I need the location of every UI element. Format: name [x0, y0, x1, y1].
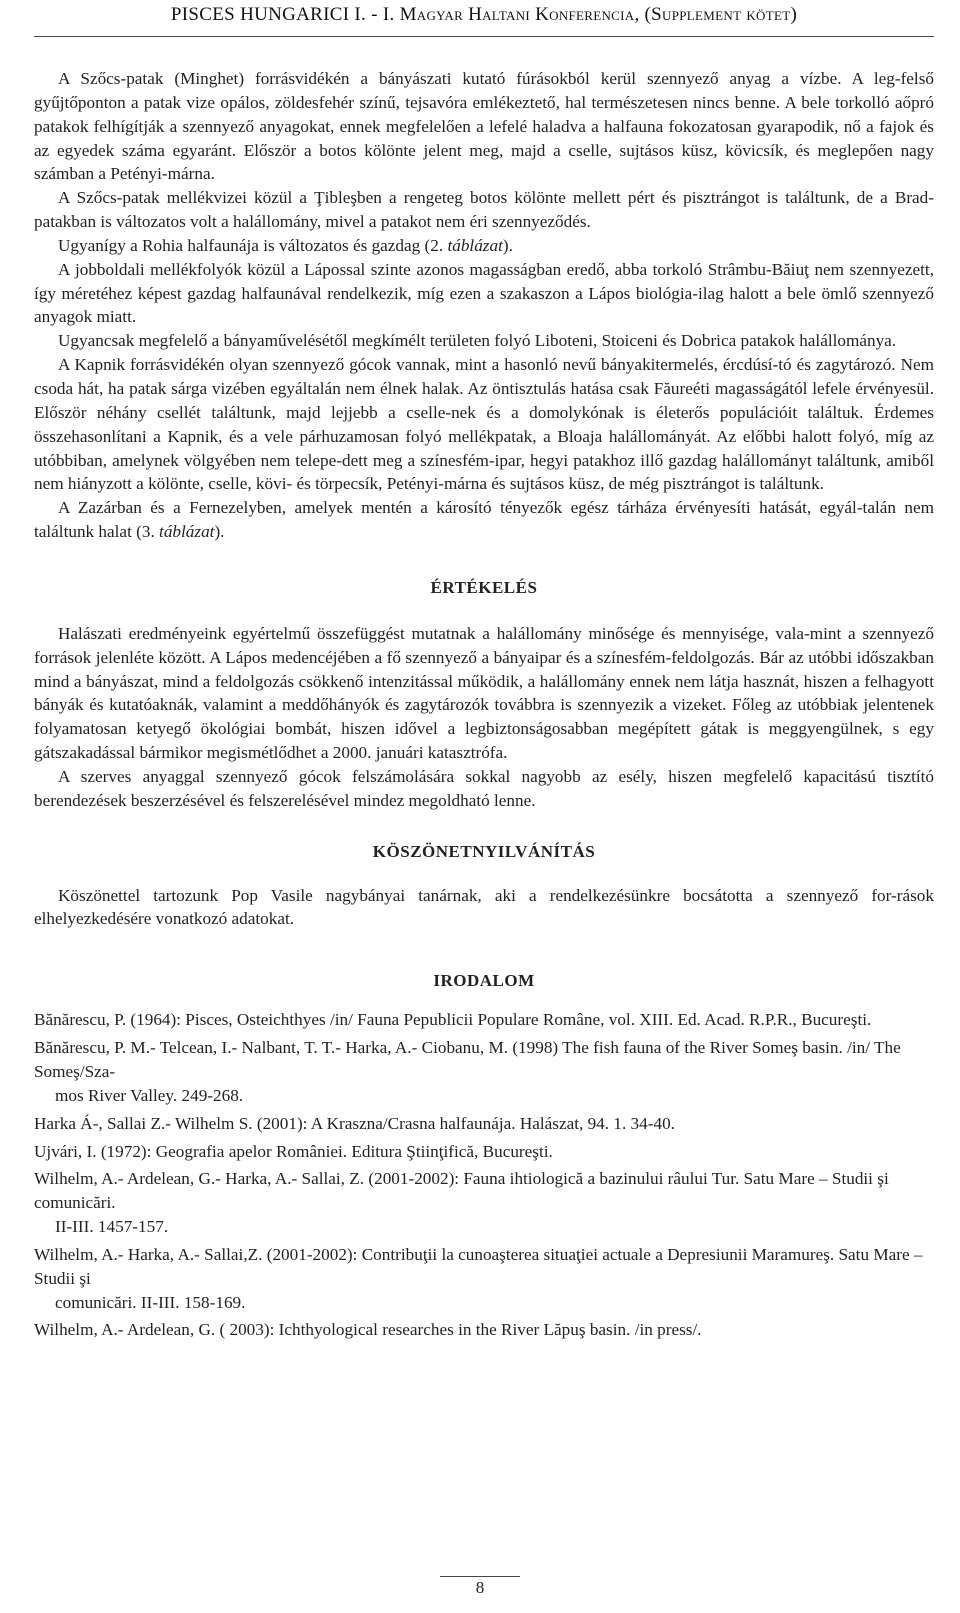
running-header: [34, 0, 934, 37]
table-ref: táblázat: [159, 522, 215, 542]
reference-text: Bănărescu, P. M.- Telcean, I.- Nalbant, T. T.- Harka, A.- Ciobanu, M. (1998) The fish fauna of the River Someş basin. /in/ The Someş/Sza-: [34, 1038, 901, 1081]
header-prefix: PISCES HUNGARICI I. - I.: [170, 4, 400, 25]
reference-item: [34, 1243, 934, 1315]
reference-text: Bănărescu, P. (1964): Pisces, Osteichthyes /in/ Fauna Pepublicii Populare Române, vol. XIII. Ed. Acad. R.P.R., Bucureşti.: [34, 1010, 872, 1030]
paragraph-text: A Zazárban és a Fernezelyben, amelyek mentén a károsító tényezők egész tárháza érvényesíti hatását, egyál-talán nem találtunk halat (3.: [34, 498, 934, 542]
footer-rule: [440, 1576, 520, 1577]
header-smallcaps: Magyar Haltani Konferencia, (Supplement kötet): [399, 4, 798, 25]
paragraph: Köszönettel tartozunk Pop Vasile nagybányai tanárnak, aki a rendelkezésünkre bocsátotta a szennyező for-rások elhelyezkedésére vonatkozó adatokat.: [34, 885, 934, 929]
paragraph-text: ).: [214, 522, 225, 542]
paragraph-text: ).: [502, 235, 513, 255]
table-ref: táblázat: [447, 235, 503, 255]
reference-text: Harka Á-, Sallai Z.- Wilhelm S. (2001): A Kraszna/Crasna halfaunája. Halászat, 94. 1. 34-40.: [34, 1113, 675, 1133]
paragraph: A Szőcs-patak (Minghet) forrásvidékén a bányászati kutató fúrásokból kerül szennyező anyag a vízbe. A leg-felső gyűjtőponton a patak vize opálos, zöldesfehér színű, tejsavóra emlékeztető, hal természetesen nincs benne. A bele torkolló aőpró patakok felhígítják a szennyező anyagokat, ennek megfelelően a lefelé haladva a halfauna fokozatosan gyarapodik, nő a fajok és az egyedek száma egyaránt. Először a botos kölönte jelent meg, majd a cselle, sujtásos küsz, kövicsík, és meglepően nagy számban a Petényi-márna.: [34, 69, 934, 184]
paragraph: [34, 496, 934, 544]
paragraph: Halászati eredményeink egyértelmű összefüggést mutatnak a halállomány minősége és mennyisége, vala-mint a szennyező források jelenléte között. A Lápos medencéjében a fő szennyező a bányaipar és a színesfém-feldolgozás. Bár az utóbbi időszakban mind a bányászat, mind a feldolgozás csökkenő intenzitással működik, a halállomány ennek nem látja hasznát, hiszen a felhagyott bányák és kutatóaknák, valamint a meddőhányók és zagytározók továbbra is szennyezik a vizeket. Főleg az utóbbiak jelentenek folyamatosan ketyegő ökológiai bombát, hiszen idővel a legbiztonságosabban megépített gátak is meggyengülnek, s egy gátszakadással bármikor megismétlődhet a 2000. januári katasztrófa.: [34, 623, 934, 763]
reference-item: [34, 1036, 934, 1108]
paragraph: Ugyancsak megfelelő a bányaművelésétől megkímélt területen folyó Liboteni, Stoiceni és Dobrica patakok halállománya.: [58, 331, 897, 351]
reference-text: Ujvári, I. (1972): Geografia apelor României. Editura Ştiinţifică, Bucureşti.: [34, 1141, 553, 1161]
reference-text: Wilhelm, A.- Ardelean, G. ( 2003): Ichthyological researches in the River Lăpuş basin. /in press/.: [34, 1320, 702, 1340]
paragraph: [34, 234, 934, 258]
reference-continuation: mos River Valley. 249-268.: [55, 1085, 244, 1105]
reference-list: [34, 1008, 934, 1342]
reference-item: [34, 1140, 934, 1164]
section-heading-irodalom: IRODALOM: [433, 971, 535, 991]
paragraph-text: Ugyanígy a Rohia halfaunája is változatos és gazdag (2.: [58, 235, 448, 255]
paragraph: A Szőcs-patak mellékvizei közül a Ţibleşben a rengeteg botos kölönte mellett pért és pisztrángot is találtunk, de a Brad-patakban is változatos volt a halállomány, mivel a patakot nem éri szennyeződés.: [34, 188, 934, 232]
section-heading-ertekeles: ÉRTÉKELÉS: [430, 577, 538, 597]
reference-text: Wilhelm, A.- Harka, A.- Sallai,Z. (2001-2002): Contribuţii la cunoaşterea situaţiei actuale a Depresiunii Maramureş. Satu Mare – Studii şi: [34, 1244, 923, 1288]
reference-item: [34, 1008, 934, 1032]
reference-continuation: comunicări. II-III. 158-169.: [55, 1292, 246, 1312]
section-heading-koszonet: KÖSZÖNETNYILVÁNÍTÁS: [372, 841, 596, 861]
paragraph: A Kapnik forrásvidékén olyan szennyező gócok vannak, mint a hasonló nevű bányakitermelés, ércdúsí-tó és zagytározó. Nem csoda hát, ha patak sárga vizében egyáltalán nem élnek halak. Az öntisztulás hatása csak Făureéti magasságától lefele érvényesül. Először néhány csellét találtunk, majd lejjebb a cselle-nek és a domolykónak is életerős populációit találtuk. Érdemes összehasonlítani a Kapnik, és a vele párhuzamosan folyó mellékpatak, a Bloaja halállományát. Az előbbi halott folyó, míg az utóbbiban, amelynek völgyében nem telepe-dett meg a színesfém-ipar, hegyi patakhoz illő gazdag halállományt találtunk, amiből nem hiányzott a kölönte, cselle, kövi- és törpecsík, Petényi-márna és sujtásos küsz, de még pisztrángot is találtunk.: [34, 355, 934, 494]
reference-item: [34, 1167, 934, 1239]
reference-continuation: II-III. 1457-157.: [55, 1217, 169, 1237]
paragraph: A szerves anyaggal szennyező gócok felszámolására sokkal nagyobb az esély, hiszen megfelelő kapacitású tisztító berendezések beszerzésével és felszerelésével mindez megoldható lenne.: [34, 766, 934, 810]
paragraph: A jobboldali mellékfolyók közül a Lápossal szinte azonos magasságban eredő, abba torkoló Strâmbu-Băiuţ nem szennyezett, így méretéhez képest gazdag halfaunával rendelkezik, míg ezen a szakaszon a Lápos biológia-ilag halott a bele ömlő szennyező anyagok miatt.: [34, 259, 934, 327]
reference-text: Wilhelm, A.- Ardelean, G.- Harka, A.- Sallai, Z. (2001-2002): Fauna ihtiologică a bazinului râului Tur. Satu Mare – Studii şi comunicări.: [34, 1169, 889, 1213]
reference-item: [34, 1318, 934, 1342]
page-number: 8: [475, 1578, 485, 1597]
page-body: [34, 60, 934, 1346]
reference-item: [34, 1112, 934, 1136]
